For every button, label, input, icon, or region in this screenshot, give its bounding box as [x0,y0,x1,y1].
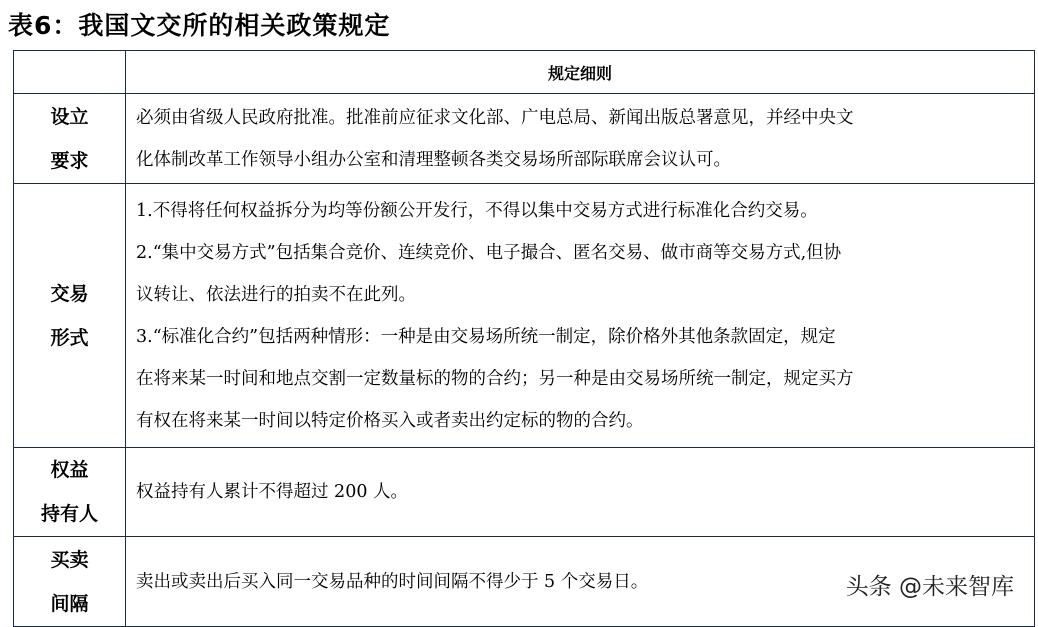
row-label-line: 设立 [50,105,89,128]
row-label-line: 要求 [50,149,89,172]
row-label [14,184,126,448]
policy-table [13,50,1035,627]
content-line: 3.“标准化合约”包括两种情形：一种是由交易场所统一制定，除价格外其他条款固定，规定 [136,326,836,347]
row-label-line: 买卖 [50,548,89,571]
content-line: 2.“集中交易方式”包括集合竞价、连续竞价、电子撮合、匿名交易、做市商等交易方式,但协 [136,242,842,263]
content-line: 在将来某一时间和地点交割一定数量标的物的合约；另一种是由交易场所统一制定，规定买方 [136,368,854,389]
row-content [126,184,1035,448]
content-line: 必须由省级人民政府批准。批准前应征求文化部、广电总局、新闻出版总署意见，并经中央文 [136,107,854,128]
row-content [126,94,1035,184]
row-label [14,448,126,537]
table-row [14,184,1035,448]
table-row [14,94,1035,184]
row-label-line: 权益 [50,459,89,481]
content-line: 议转让、依法进行的拍卖不在此列。 [136,284,416,305]
table-row [14,448,1035,537]
row-content [126,448,1035,537]
content-line: 有权在将来某一时间以特定价格买入或者卖出约定标的物的合约。 [136,410,644,431]
row-label-line: 间隔 [50,592,89,615]
row-label-line: 交易 [50,282,89,305]
table-header-row [14,51,1035,94]
content-line: 1.不得将任何权益拆分为均等份额公开发行，不得以集中交易方式进行标准化合约交易。 [136,200,818,221]
watermark-text: 头条 @未来智库 [844,568,1016,601]
content-line: 卖出或卖出后买入同一交易品种的时间间隔不得少于 5 个交易日。 [136,571,649,592]
table-title: 表6：我国文交所的相关政策规定 [8,11,391,40]
row-label-line: 形式 [50,326,89,349]
row-label [14,537,126,627]
header-corner-cell [14,51,126,94]
content-line: 化体制改革工作领导小组办公室和清理整顿各类交易场所部际联席会议认可。 [136,149,731,170]
row-label-line: 持有人 [40,503,98,525]
content-line: 权益持有人累计不得超过 200 人。 [136,482,409,502]
row-label [14,94,126,184]
header-cell: 规定细则 [126,51,1035,94]
